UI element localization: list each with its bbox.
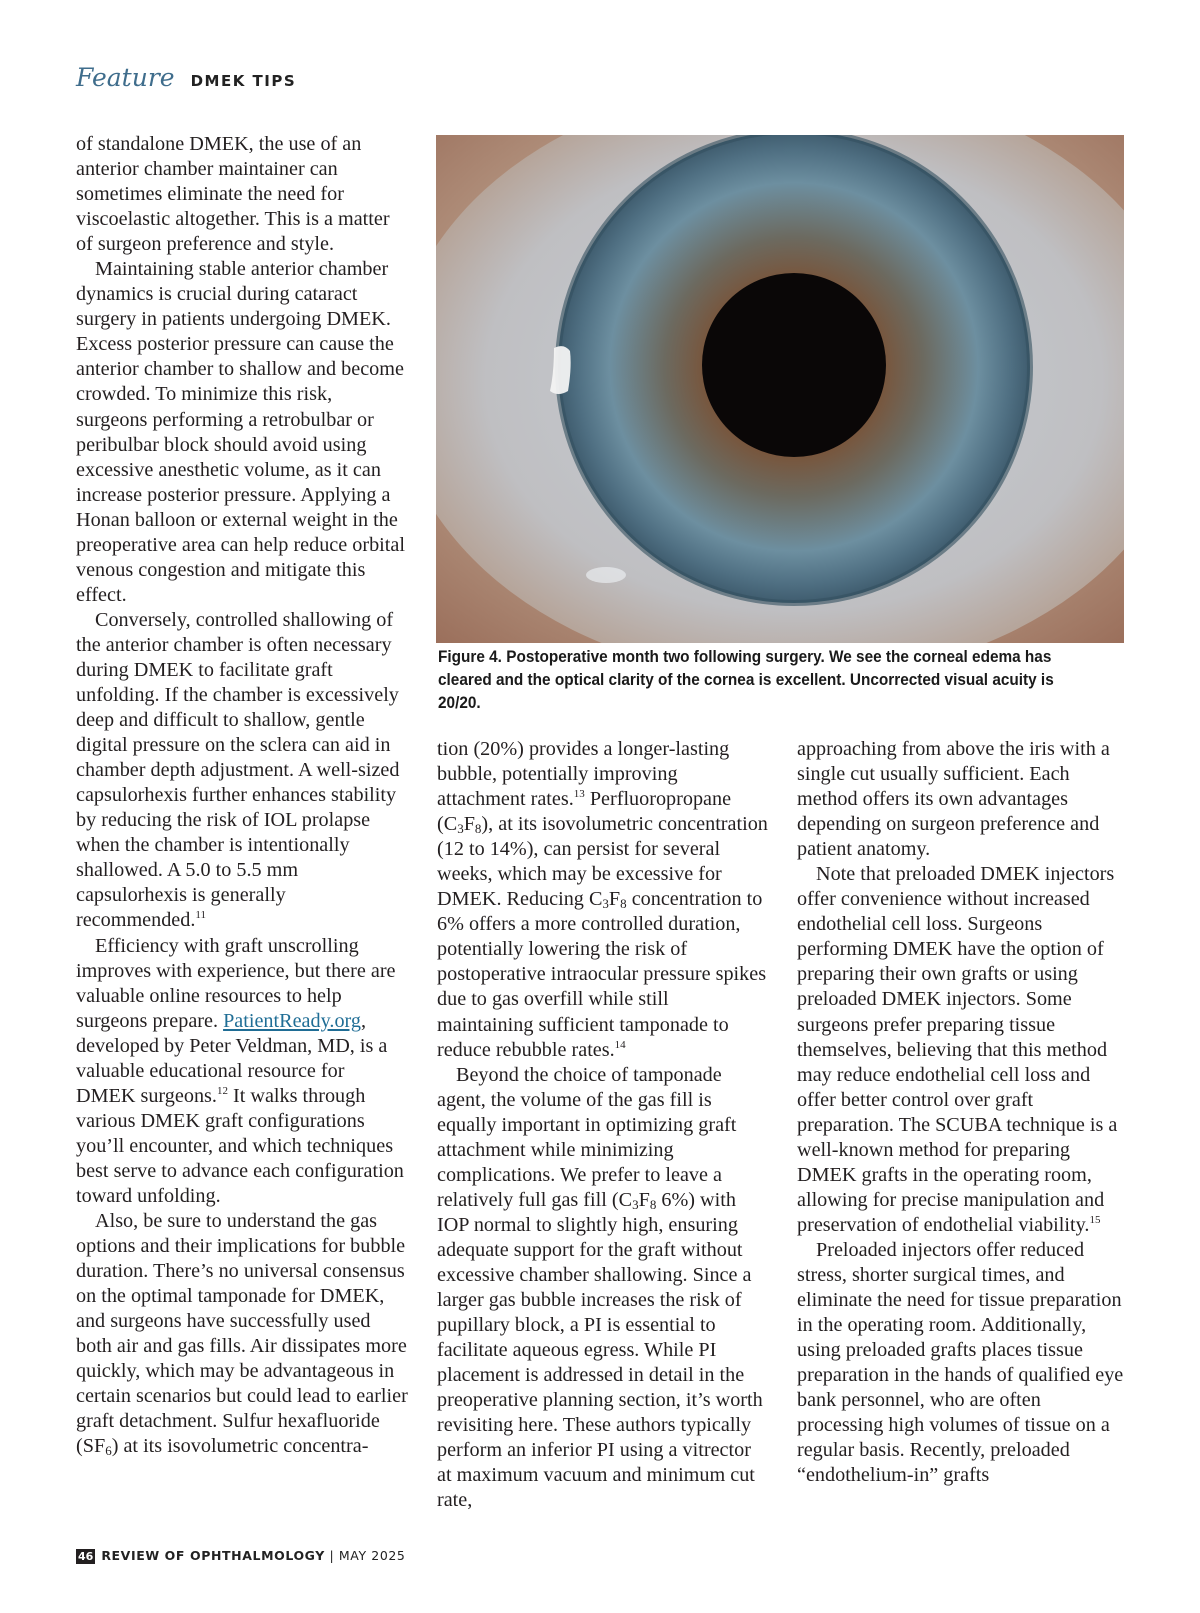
paragraph-text: Efficiency with graft unscrolling improves with experience, but there are valuable online resources to help surgeons prepare. (76, 934, 396, 1032)
paragraph-text: F (463, 813, 475, 836)
subscript: 3 (632, 1196, 639, 1212)
text-column-3 (797, 737, 1129, 1488)
text-column-1 (76, 132, 408, 1459)
subscript: 8 (474, 821, 482, 837)
reference-number: 14 (614, 1038, 626, 1051)
paragraph-text: , developed by Peter Veldman, MD, is a valuable educational resource for DMEK surgeons. (76, 1009, 388, 1107)
paragraph-text: Also, be sure to understand the gas options and their implications for bubble duration. There’s no universal consensus on the optimal tamponade for DMEK, and surgeons have successfully used both air and gas fills. Air dissipates more quickly, which may be advantageous in certain scenarios but could lead to earlier graft detachment. Sulfur hexafluoride (SF (76, 1210, 408, 1458)
page-number: 46 (78, 1550, 94, 1563)
paragraph (76, 608, 408, 934)
reference-number: 12 (216, 1084, 228, 1097)
paragraph-text: concentration to 6% offers a more controlled duration, potentially lowering the risk of postoperative intraocular pressure spikes due to gas overfill while still maintaining sufficient tamponade to reduce rebubble rates. (437, 888, 767, 1061)
paragraph-text: Conversely, controlled shallowing of the anterior chamber is often necessary during DMEK to facilitate graft unfolding. If the chamber is excessively deep and difficult to shallow, gentle digital pressure on the sclera can aid in chamber depth adjustment. A well-sized capsulorhexis further enhances stability by reducing the risk of IOL prolapse when the chamber is intentionally shallowed. A 5.0 to 5.5 mm capsulorhexis is generally recommended. (76, 608, 400, 932)
paragraph-text: 6%) with IOP normal to slightly high, ensuring adequate support for the graft without excessive chamber shallowing. Since a larger gas bubble increases the risk of pupillary block, a PI is essential to facilitate aqueous egress. While PI placement is addressed in detail in the preoperative planning section, it’s worth revisiting here. These authors typically perform an inferior PI using a vitrector at maximum vacuum and minimum cut rate, (437, 1188, 763, 1512)
paragraph (76, 934, 408, 1210)
footer-separator: | (329, 1548, 335, 1563)
reference-number: 13 (573, 788, 585, 801)
paragraph: of standalone DMEK, the use of an anterior chamber maintainer can sometimes eliminate the need for viscoelastic altogether. This is a matter of surgeon preference and style. (76, 133, 390, 256)
paragraph (76, 1209, 408, 1459)
paragraph (437, 1063, 769, 1514)
paragraph (437, 737, 769, 1063)
paragraph-text: tion (20%) provides a longer-lasting bubble, potentially improving attachment rates. (437, 738, 730, 811)
paragraph-text: Beyond the choice of tamponade agent, the volume of the gas fill is equally important in optimizing graft attachment while minimizing complications. We prefer to leave a relatively full gas fill (C (437, 1063, 737, 1211)
paragraph: Preloaded injectors offer reduced stress, shorter surgical times, and eliminate the need for tissue preparation in the operating room. Additionally, using preloaded grafts places tissue preparation in the hands of qualified eye bank personnel, who are often processing high volumes of tissue on a regular basis. Recently, preloaded “endothelium-in” grafts (797, 1238, 1124, 1487)
paragraph-text: Note that preloaded DMEK injectors offer convenience without increased endothelial cell loss. Surgeons performing DMEK have the option of preparing their own grafts or using preloaded DMEK injectors. Some surgeons prefer preparing tissue themselves, believing that this method may reduce endothelial cell loss and offer better control over graft preparation. The SCUBA technique is a well-known method for preparing DMEK grafts in the operating room, allowing for precise manipulation and preservation of endothelial viability. (797, 863, 1118, 1236)
paragraph (797, 862, 1129, 1238)
topic-label: DMEK TIPS (190, 72, 297, 90)
subscript: 6 (105, 1443, 112, 1459)
eye-photo-figure (436, 135, 1124, 643)
paragraph-text: Perfluoropropane (C (437, 788, 732, 836)
subscript: 3 (602, 896, 609, 912)
paragraph-text: ) at its isovolumetric concentra- (111, 1435, 369, 1458)
text-column-2 (437, 737, 769, 1513)
paragraph: approaching from above the iris with a single cut usually sufficient. Each method offers its own advantages depending on surgeon preference and patient anatomy. (797, 738, 1110, 861)
page-footer (76, 1548, 405, 1564)
running-header (76, 63, 296, 92)
eye-photo (436, 135, 1124, 643)
reference-number: 11 (195, 909, 206, 922)
paragraph-text: F (608, 888, 621, 911)
figure-caption: Figure 4. Postoperative month two following surgery. We see the corneal edema has cleared and the optical clarity of the cornea is excellent. Uncorrected visual acuity is 20/20. (438, 648, 1054, 712)
paragraph-text: It walks through various DMEK graft configurations you’ll encounter, and which techniques best serve to advance each configuration toward unfolding. (76, 1084, 404, 1207)
subscript: 3 (457, 821, 464, 837)
section-label: Feature (76, 63, 175, 92)
paragraph: Maintaining stable anterior chamber dynamics is crucial during cataract surgery in patients undergoing DMEK. Excess posterior pressure can cause the anterior chamber to shallow and become crowded. To minimize this risk, surgeons performing a retrobulbar or peribulbar block should avoid using excessive anesthetic volume, as it can increase posterior pressure. Applying a Honan balloon or external weight in the preoperative area can help reduce orbital venous congestion and mitigate this effect. (76, 258, 405, 606)
patientready-link[interactable]: PatientReady.org (223, 1009, 361, 1032)
paragraph-text: ), at its isovolumetric concentration (12 to 14%), can persist for several weeks, which may be excessive for DMEK. Reducing C (437, 813, 768, 911)
issue-date: MAY 2025 (338, 1548, 406, 1563)
subscript: 8 (649, 1196, 657, 1212)
paragraph-text: F (638, 1188, 650, 1211)
publication-name: REVIEW OF OPHTHALMOLOGY (101, 1548, 325, 1563)
subscript: 8 (620, 896, 627, 912)
reference-number: 15 (1089, 1213, 1101, 1226)
